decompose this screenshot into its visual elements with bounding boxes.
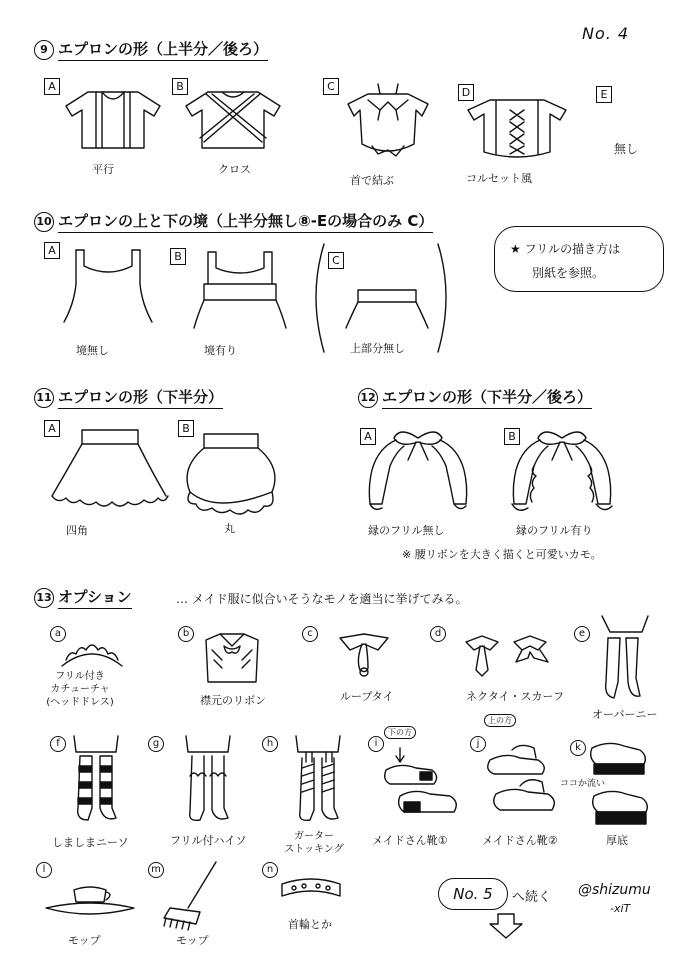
option-g-caption: フリル付ハイソ xyxy=(170,834,247,847)
next-page-bubble: No. 5 xyxy=(438,878,508,910)
option-d-letter: d xyxy=(430,626,446,642)
section-10-item-c-caption: 上部分無し xyxy=(350,342,405,355)
collar-ribbon-sketch xyxy=(200,630,264,686)
frill-note-cloud xyxy=(494,226,664,292)
option-i-tag: 下の方 xyxy=(384,726,416,739)
frill-note-line-2: 別紙を参照。 xyxy=(532,266,605,280)
option-a-letter: a xyxy=(50,626,66,642)
section-10-item-c-letter: C xyxy=(328,252,344,269)
section-11-item-a-caption: 四角 xyxy=(66,524,88,537)
option-c-caption: ループタイ xyxy=(340,690,394,703)
section-11-item-b-caption: 丸 xyxy=(224,522,235,535)
section-9-heading: エプロンの形（上半分／後ろ） xyxy=(58,40,268,61)
option-j-caption: メイドさん靴② xyxy=(482,834,558,847)
apron-with-boundary-sketch xyxy=(190,248,290,338)
section-10-heading: エプロンの上と下の境（上半分無し⑧-Eの場合のみ C） xyxy=(58,212,433,233)
option-l-caption: モップ xyxy=(68,934,101,947)
section-11-item-b-letter: B xyxy=(178,420,194,437)
apron-corset-style-sketch xyxy=(462,92,572,172)
section-12-heading: エプロンの形（下半分／後ろ） xyxy=(382,388,592,409)
star-icon: ★ xyxy=(510,242,521,256)
section-13-number: 13 xyxy=(34,588,54,608)
section-11-title xyxy=(34,386,223,408)
section-10-item-b-letter: B xyxy=(170,248,186,265)
section-12-item-a-letter: A xyxy=(360,428,376,445)
apron-cross-straps-sketch xyxy=(178,84,288,164)
option-h-caption xyxy=(272,830,356,856)
option-g-letter: g xyxy=(148,736,164,752)
collar-choker-sketch xyxy=(276,870,346,910)
section-11-item-a-letter: A xyxy=(44,420,60,437)
section-9-item-d-letter: D xyxy=(458,84,474,101)
apron-top-none-sketch xyxy=(342,286,432,336)
section-11-heading: エプロンの形（下半分） xyxy=(58,388,223,409)
apron-square-skirt-sketch xyxy=(44,424,174,514)
platform-shoes-sketch xyxy=(584,734,654,834)
apron-neck-tie-sketch xyxy=(338,80,438,170)
maid-shoes-2-sketch xyxy=(476,732,572,828)
section-12-note: ※ 腰リボンを大きく描くと可愛いカモ。 xyxy=(402,548,602,561)
section-10-item-b-caption: 境有り xyxy=(204,344,237,357)
option-a-caption xyxy=(40,670,120,709)
section-13-subtitle: … メイド服に似合いそうなモノを適当に挙げてみる。 xyxy=(176,592,468,606)
section-11-number: 11 xyxy=(34,388,54,408)
apron-back-with-frill-sketch xyxy=(504,424,624,516)
striped-knee-socks-sketch xyxy=(66,732,126,828)
option-f-letter: f xyxy=(50,736,66,752)
frill-note-line-1 xyxy=(510,240,620,257)
option-f-caption: しましまニーソ xyxy=(52,836,129,849)
section-9-item-a-letter: A xyxy=(44,78,60,95)
option-c-letter: c xyxy=(302,626,318,642)
section-9-item-e-caption: 無し xyxy=(614,142,639,156)
option-a-caption-1: フリル付き xyxy=(55,671,105,682)
option-m-caption: モップ xyxy=(176,934,209,947)
option-k-caption: 厚底 xyxy=(606,834,628,847)
maid-shoes-1-sketch xyxy=(380,740,466,826)
option-j-letter: j xyxy=(470,736,486,752)
option-e-letter: e xyxy=(574,626,590,642)
section-13-heading: オプション xyxy=(58,588,132,609)
section-9-item-b-caption: クロス xyxy=(218,163,251,176)
over-knee-socks-sketch xyxy=(592,612,652,708)
option-h-caption-2: ストッキング xyxy=(284,844,344,855)
section-12-title xyxy=(358,386,592,408)
option-h-caption-1: ガーター xyxy=(294,831,334,842)
apron-back-no-frill-sketch xyxy=(360,424,480,516)
section-12-item-b-letter: B xyxy=(504,428,520,445)
section-9-title xyxy=(34,38,268,60)
option-l-letter: l xyxy=(36,862,52,878)
tray-sketch xyxy=(40,876,140,926)
section-13-title xyxy=(34,586,132,608)
down-arrow-icon xyxy=(486,912,526,940)
necktie-scarf-sketch xyxy=(460,632,560,678)
option-i-letter: i xyxy=(368,736,384,752)
section-12-item-a-caption: 縁のフリル無し xyxy=(368,524,445,537)
apron-round-skirt-sketch xyxy=(176,428,286,518)
option-h-letter: h xyxy=(262,736,278,752)
section-9-item-b-letter: B xyxy=(172,78,188,95)
headdress-sketch xyxy=(52,636,132,672)
option-m-letter: m xyxy=(148,862,164,878)
option-a-caption-3: (ヘッドドレス) xyxy=(46,697,114,708)
section-12-item-b-caption: 縁のフリル有り xyxy=(516,524,593,537)
garter-stockings-sketch xyxy=(288,732,348,828)
option-d-caption: ネクタイ・スカーフ xyxy=(466,690,565,703)
apron-no-boundary-sketch xyxy=(58,244,158,334)
mop-sketch xyxy=(150,856,230,932)
section-9-item-c-caption: 首で結ぶ xyxy=(350,174,394,187)
option-e-caption: オーバーニー xyxy=(592,708,658,721)
page-number: No. 4 xyxy=(582,24,630,43)
frilled-high-socks-sketch xyxy=(178,732,238,828)
option-j-tag: 上の方 xyxy=(484,714,516,727)
loop-tie-sketch xyxy=(334,630,394,680)
option-b-caption: 襟元のリボン xyxy=(200,694,266,707)
apron-parallel-straps-sketch xyxy=(58,84,168,164)
option-a-caption-2: カチューチャ xyxy=(50,684,110,695)
section-9-number: 9 xyxy=(34,40,54,60)
section-9-item-c-letter: C xyxy=(323,78,339,95)
option-i-caption: メイドさん靴① xyxy=(372,834,448,847)
section-12-number: 12 xyxy=(358,388,378,408)
section-9-item-e-letter: E xyxy=(596,86,612,103)
section-9-item-d-caption: コルセット風 xyxy=(466,172,532,185)
section-10-title xyxy=(34,210,433,232)
option-k-letter: k xyxy=(570,740,586,756)
option-n-letter: n xyxy=(262,862,278,878)
section-10-item-a-letter: A xyxy=(44,242,60,259)
section-10-item-a-caption: 境無し xyxy=(76,344,109,357)
author-sub: -xiT xyxy=(610,902,631,915)
option-j-extra: ココか流い xyxy=(560,779,606,789)
author-handle: @shizumu xyxy=(578,882,651,898)
continued-text: へ続く xyxy=(512,890,552,905)
section-10-number: 10 xyxy=(34,212,54,232)
option-n-caption: 首輪とか xyxy=(288,918,332,931)
option-b-letter: b xyxy=(178,626,194,642)
section-9-item-a-caption: 平行 xyxy=(92,163,114,176)
frill-note-text-1: フリルの描き方は xyxy=(524,242,621,256)
